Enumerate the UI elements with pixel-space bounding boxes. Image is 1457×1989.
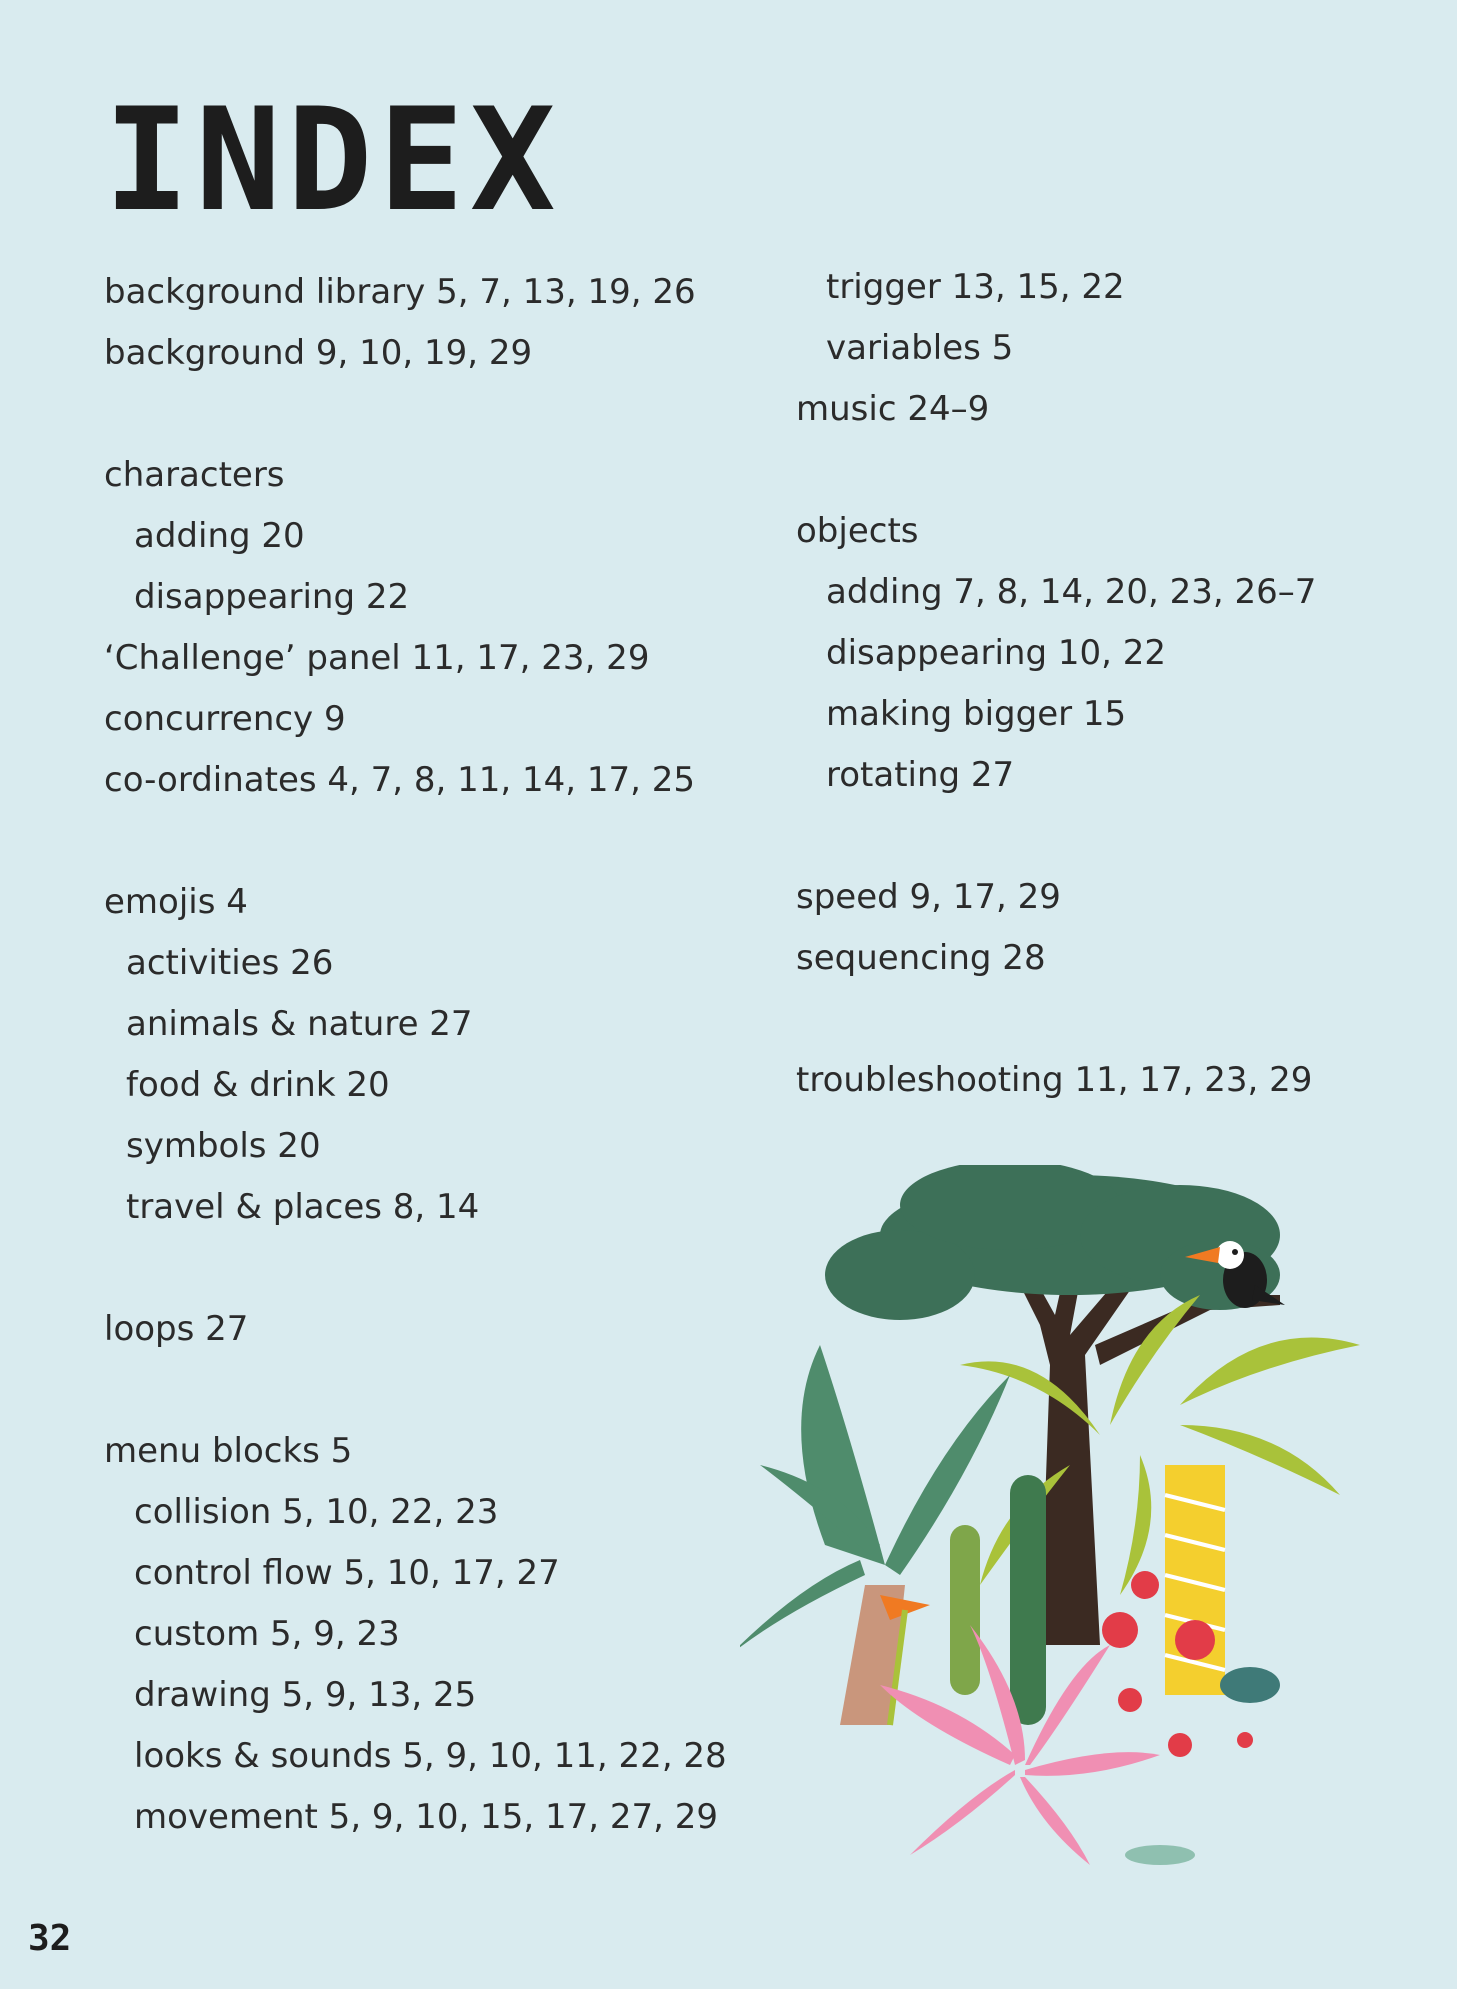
index-entry: music 24–9	[796, 389, 990, 429]
index-subentry: food & drink 20	[126, 1065, 390, 1105]
index-subentry: adding 20	[134, 516, 305, 556]
section-gap	[104, 1238, 724, 1299]
index-subentry: rotating 27	[826, 755, 1015, 795]
index-subentry: travel & places 8, 14	[126, 1187, 480, 1227]
page-title: INDEX	[104, 78, 562, 243]
section-gap	[104, 1360, 724, 1421]
index-subentry: collision 5, 10, 22, 23	[134, 1492, 499, 1532]
index-right-column	[796, 257, 1356, 1111]
index-subentry: activities 26	[126, 943, 334, 983]
index-subentry: adding 7, 8, 14, 20, 23, 26–7	[826, 572, 1317, 612]
jungle-illustration	[740, 1165, 1400, 1885]
section-gap	[796, 989, 1356, 1050]
index-subentry: movement 5, 9, 10, 15, 17, 27, 29	[134, 1797, 718, 1837]
page-number: 32	[28, 1918, 72, 1959]
index-subentry: making bigger 15	[826, 694, 1127, 734]
section-gap	[104, 384, 724, 445]
small-plants	[1125, 1667, 1280, 1865]
index-entry: objects	[796, 511, 919, 551]
index-subentry: variables 5	[826, 328, 1014, 368]
index-entry: troubleshooting 11, 17, 23, 29	[796, 1060, 1313, 1100]
index-entry: menu blocks 5	[104, 1431, 353, 1471]
yellow-trunk	[1165, 1465, 1225, 1695]
index-entry: characters	[104, 455, 285, 495]
index-entry: concurrency 9	[104, 699, 346, 739]
index-entry: speed 9, 17, 29	[796, 877, 1061, 917]
tree-canopy	[825, 1165, 1280, 1320]
index-subentry: disappearing 22	[134, 577, 410, 617]
index-subentry: trigger 13, 15, 22	[826, 267, 1125, 307]
section-gap	[796, 806, 1356, 867]
index-subentry: custom 5, 9, 23	[134, 1614, 400, 1654]
index-subentry: looks & sounds 5, 9, 10, 11, 22, 28	[134, 1736, 727, 1776]
index-entry: background 9, 10, 19, 29	[104, 333, 533, 373]
index-entry: loops 27	[104, 1309, 249, 1349]
index-entry: co-ordinates 4, 7, 8, 11, 14, 17, 25	[104, 760, 696, 800]
index-subentry: animals & nature 27	[126, 1004, 473, 1044]
index-left-column	[104, 262, 727, 1848]
section-gap	[796, 440, 1356, 501]
index-subentry: drawing 5, 9, 13, 25	[134, 1675, 477, 1715]
index-subentry: symbols 20	[126, 1126, 321, 1166]
index-entry: sequencing 28	[796, 938, 1046, 978]
index-entry: background library 5, 7, 13, 19, 26	[104, 272, 696, 312]
section-gap	[104, 811, 724, 872]
index-entry: ‘Challenge’ panel 11, 17, 23, 29	[104, 638, 650, 678]
index-entry: emojis 4	[104, 882, 248, 922]
index-subentry: disappearing 10, 22	[826, 633, 1166, 673]
index-subentry: control flow 5, 10, 17, 27	[134, 1553, 560, 1593]
